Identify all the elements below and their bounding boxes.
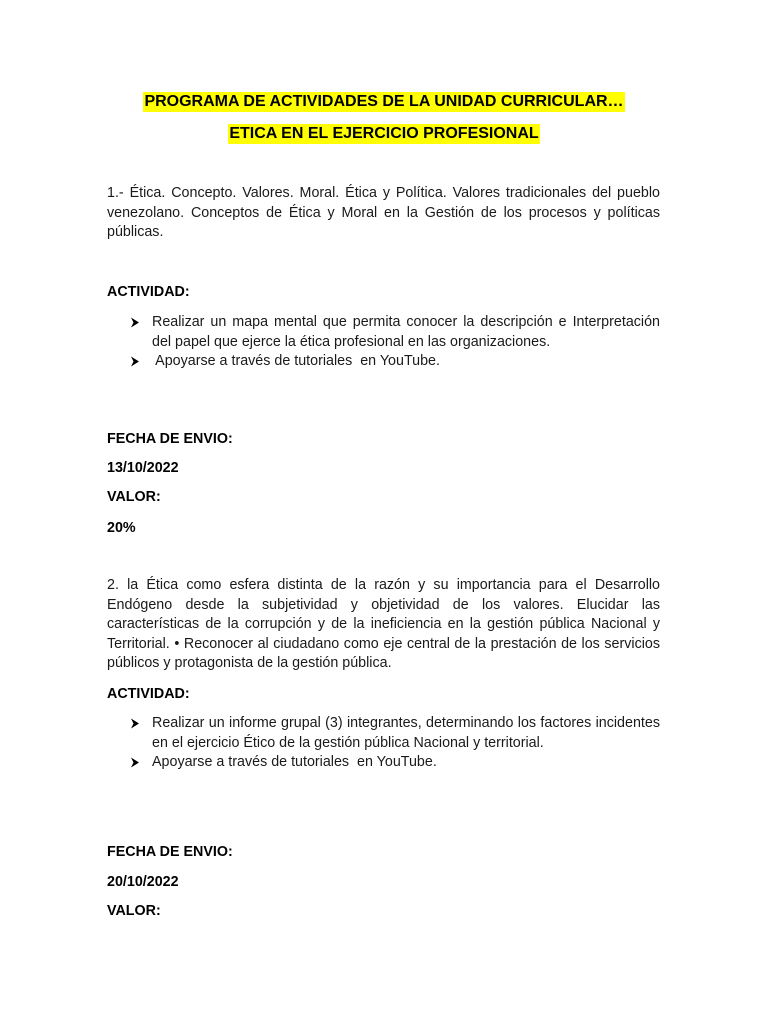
section2-paragraph: 2. la Ética como esfera distinta de la razón y su importancia para el Desarrollo Endógeno desde la subjetividad y objetividad de los valores. Elucidar las características de la corrupción y de la ineficiencia en la gestión pública Nacional y Territorial. • Reconocer al ciudadano como eje central de la prestación de los servicios públicos y protagonista de la gestión pública. [107,577,660,671]
document-title-line1: PROGRAMA DE ACTIVIDADES DE LA UNIDAD CURRICULAR… [144,93,624,110]
document-title-line2: ETICA EN EL EJERCICIO PROFESIONAL [229,125,539,142]
list-item: Apoyarse a través de tutoriales en YouTube. [130,753,660,773]
section1-value-label: VALOR: [107,489,161,505]
list-item: Realizar un informe grupal (3) integrantes, determinando los factores incidentes en el ejercicio Ético de la gestión pública Nacional y territorial. [130,714,660,753]
list-item: Apoyarse a través de tutoriales en YouTube. [130,352,660,372]
section2-activity-heading: ACTIVIDAD: [107,686,190,702]
section2-bullet-list [130,714,660,773]
arrowhead-bullet-icon [130,753,144,768]
section2-date-label: FECHA DE ENVIO: [107,844,233,860]
section1-value-value: 20% [107,520,136,536]
section1-bullet-list [130,313,660,372]
list-item: Realizar un mapa mental que permita conocer la descripción e Interpretación del papel que ejerce la ética profesional en las organizaciones. [130,313,660,352]
section1-paragraph: 1.- Ética. Concepto. Valores. Moral. Ética y Política. Valores tradicionales del pueblo venezolano. Conceptos de Ética y Moral en la Gestión de los procesos y políticas públicas. [107,185,660,240]
section1-date-label: FECHA DE ENVIO: [107,431,233,447]
section2-date-value: 20/10/2022 [107,874,179,890]
arrowhead-bullet-icon [130,714,144,729]
section1-date-value: 13/10/2022 [107,460,179,476]
arrowhead-bullet-icon [130,313,144,328]
section2-value-label: VALOR: [107,903,161,919]
arrowhead-bullet-icon [130,352,144,367]
section1-activity-heading: ACTIVIDAD: [107,284,190,300]
